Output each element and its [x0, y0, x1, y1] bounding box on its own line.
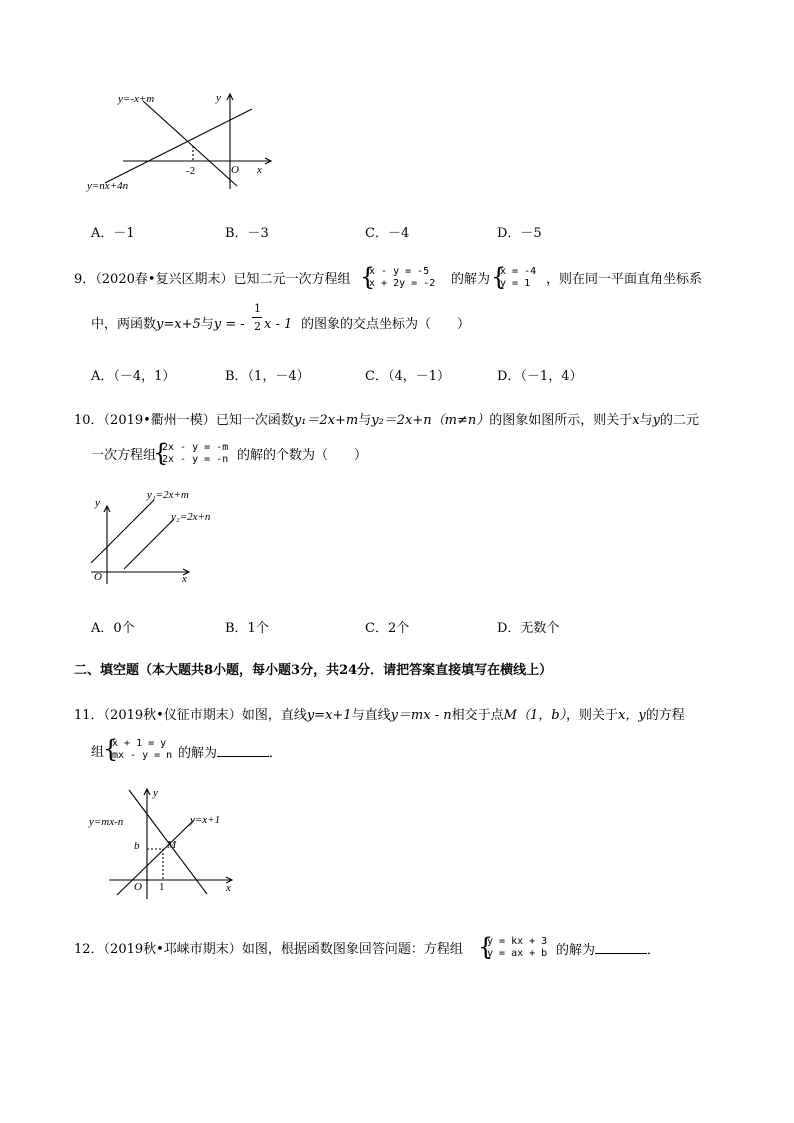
q9-source: （2020春•复兴区期末） — [95, 272, 234, 287]
line-x-plus-1 — [117, 820, 194, 895]
q12-end: ． — [647, 943, 661, 958]
fig-y-axis: y — [153, 787, 158, 799]
q11-source: （2019秋•仪征市期末） — [103, 708, 242, 723]
q11-line2-b — [178, 744, 282, 763]
q11-line1 — [74, 707, 685, 725]
q10-option-c[interactable]: C．2个 — [365, 621, 410, 636]
q10-brace: { — [153, 439, 169, 467]
q9-line2-f: 的图象的交点坐标为（ ） — [301, 317, 471, 332]
q10-y2: y₂＝2x+n — [371, 413, 432, 428]
q11-end: ． — [269, 746, 283, 761]
line-y2 — [124, 519, 174, 569]
fig-y-axis: y — [95, 497, 100, 509]
q10-line2-a: 一次方程组 — [91, 448, 157, 463]
q11-number: 11． — [74, 708, 104, 723]
q9-sys1-line1: x - y = -5 — [369, 266, 430, 277]
q9-brace1: { — [360, 263, 376, 291]
q9-brace2: { — [491, 263, 507, 291]
q8-option-a[interactable]: A．－1 — [91, 226, 135, 241]
fig-label-mx-n: y=mx-n — [89, 816, 124, 828]
q10-number: 10． — [74, 413, 104, 428]
q12-text-b: 的解为 — [556, 943, 596, 958]
q10-sys-line1: 2x - y = -m — [162, 442, 229, 453]
q9-option-a[interactable]: A．（－4，1） — [91, 369, 176, 384]
q10-text-e: 与 — [639, 413, 653, 428]
q10-line2-b: 的解的个数为（ ） — [237, 448, 368, 463]
q9-text-b: 的解为 — [451, 272, 491, 287]
q9-func1: y=x+5 — [156, 317, 201, 332]
q10-text-f: y — [652, 413, 660, 428]
q12-sys-line2: y = ax + b — [487, 948, 548, 959]
q8-option-b[interactable]: B．－3 — [225, 226, 269, 241]
q10-text-d: x — [632, 413, 640, 428]
q9-line2-a: 中，两函数 — [91, 317, 157, 332]
q11-answer-blank[interactable] — [217, 744, 269, 757]
fig-x-axis: x — [182, 573, 187, 585]
q11-f1: y=x+1 — [306, 708, 352, 723]
q11-text-c: 相交于点 — [451, 708, 504, 723]
section-title: 二、填空题（本大题共8小题，每小题3分，共24分．请把答案直接填写在横线上） — [74, 663, 553, 678]
fig-label-x-1: y=x+1 — [190, 814, 221, 826]
q9-sys2-line2: y = 1 — [500, 278, 531, 289]
q9-option-d[interactable]: D．（－1，4） — [497, 369, 583, 384]
q11-line2-b-text: 的解为 — [178, 746, 218, 761]
label-line1: y=-x+m — [118, 93, 155, 105]
q11-pt: M（1，b） — [503, 708, 567, 723]
fig-label-m: M — [167, 839, 177, 851]
q9-frac-bar — [252, 317, 262, 318]
q9-sys1-line2: x + 2y = -2 — [369, 278, 436, 289]
q9-line2-c: 与 — [200, 317, 214, 332]
q12-source: （2019秋•邛崃市期末） — [103, 942, 242, 957]
q9-line2-e: x - 1 — [264, 317, 293, 332]
label-tick: -2 — [186, 165, 196, 177]
q10-text-a: 已知一次函数 — [215, 413, 294, 428]
q12-answer-blank[interactable] — [595, 941, 647, 954]
q9-frac-den: 2 — [254, 320, 261, 333]
label-y-axis: y — [216, 92, 221, 104]
figure-q11 — [85, 784, 245, 902]
q9-func2-prefix: y = - — [213, 317, 245, 332]
fig-tick-1: 1 — [159, 881, 165, 893]
q11-sys-line1: x + 1 = y — [112, 738, 167, 749]
fig-x-axis: x — [226, 882, 231, 894]
q9-number: 9． — [74, 272, 96, 287]
fig-label-y1: y₁=2x+m — [147, 489, 189, 501]
q12-tail — [556, 941, 660, 960]
figure-q10 — [85, 484, 245, 592]
q9-line2 — [91, 316, 245, 334]
q11-text-b: 与直线 — [351, 708, 391, 723]
q11-text-e: 的方程 — [645, 708, 685, 723]
q12-text-a: 如图，根据函数图象回答问题：方程组 — [241, 942, 463, 957]
q11-line2-a: 组 — [91, 745, 105, 760]
q10-sys-line2: 2x - y = -n — [162, 454, 229, 465]
q12-line1 — [74, 941, 463, 959]
fig-origin: O — [94, 571, 102, 583]
q10-text-c: 的图象如图所示，则关于 — [489, 413, 633, 428]
q11-text-a: 如图，直线 — [241, 708, 307, 723]
q9-frac-num: 1 — [254, 302, 261, 315]
fig-label-b: b — [134, 840, 140, 852]
q10-text-b: 与 — [358, 413, 372, 428]
q11-text-d: ，则关于 — [566, 708, 619, 723]
q11-sys-line2: mx - y = n — [112, 750, 173, 761]
q12-brace: { — [478, 933, 494, 961]
label-x-axis: x — [257, 164, 262, 176]
q12-number: 12． — [74, 942, 104, 957]
q10-option-b[interactable]: B．1个 — [225, 621, 269, 636]
figure-q8 — [85, 88, 285, 200]
q8-option-d[interactable]: D．－5 — [497, 226, 542, 241]
fig-origin: O — [134, 881, 142, 893]
q12-sys-line1: y = kx + 3 — [487, 936, 548, 947]
q9-line1 — [74, 271, 351, 289]
q10-option-d[interactable]: D．无数个 — [497, 621, 560, 636]
label-origin: O — [231, 164, 239, 176]
q9-sys2-line1: x = -4 — [500, 266, 537, 277]
q9-option-c[interactable]: C．（4，－1） — [365, 369, 450, 384]
q10-text-g: 的二元 — [660, 413, 700, 428]
q10-y1: y₁＝2x+m — [293, 413, 359, 428]
q11-vars: x，y — [618, 708, 646, 723]
q10-source: （2019•衢州一模） — [103, 413, 216, 428]
q10-option-a[interactable]: A．0个 — [91, 621, 135, 636]
q9-text-c: ，则在同一平面直角坐标系 — [546, 272, 703, 287]
q10-cond: （m≠n） — [431, 413, 490, 428]
q11-brace: { — [103, 735, 119, 763]
q11-f2: y＝mx - n — [390, 708, 452, 723]
line-y1 — [91, 500, 154, 563]
label-line2: y=nx+4n — [87, 180, 129, 192]
q8-option-c[interactable]: C．－4 — [365, 226, 410, 241]
q9-text-a: 已知二元一次方程组 — [233, 272, 351, 287]
fig-label-y2: y₂=2x+n — [171, 511, 211, 523]
q9-option-b[interactable]: B．（1，－4） — [225, 369, 310, 384]
q10-line1 — [74, 412, 699, 430]
